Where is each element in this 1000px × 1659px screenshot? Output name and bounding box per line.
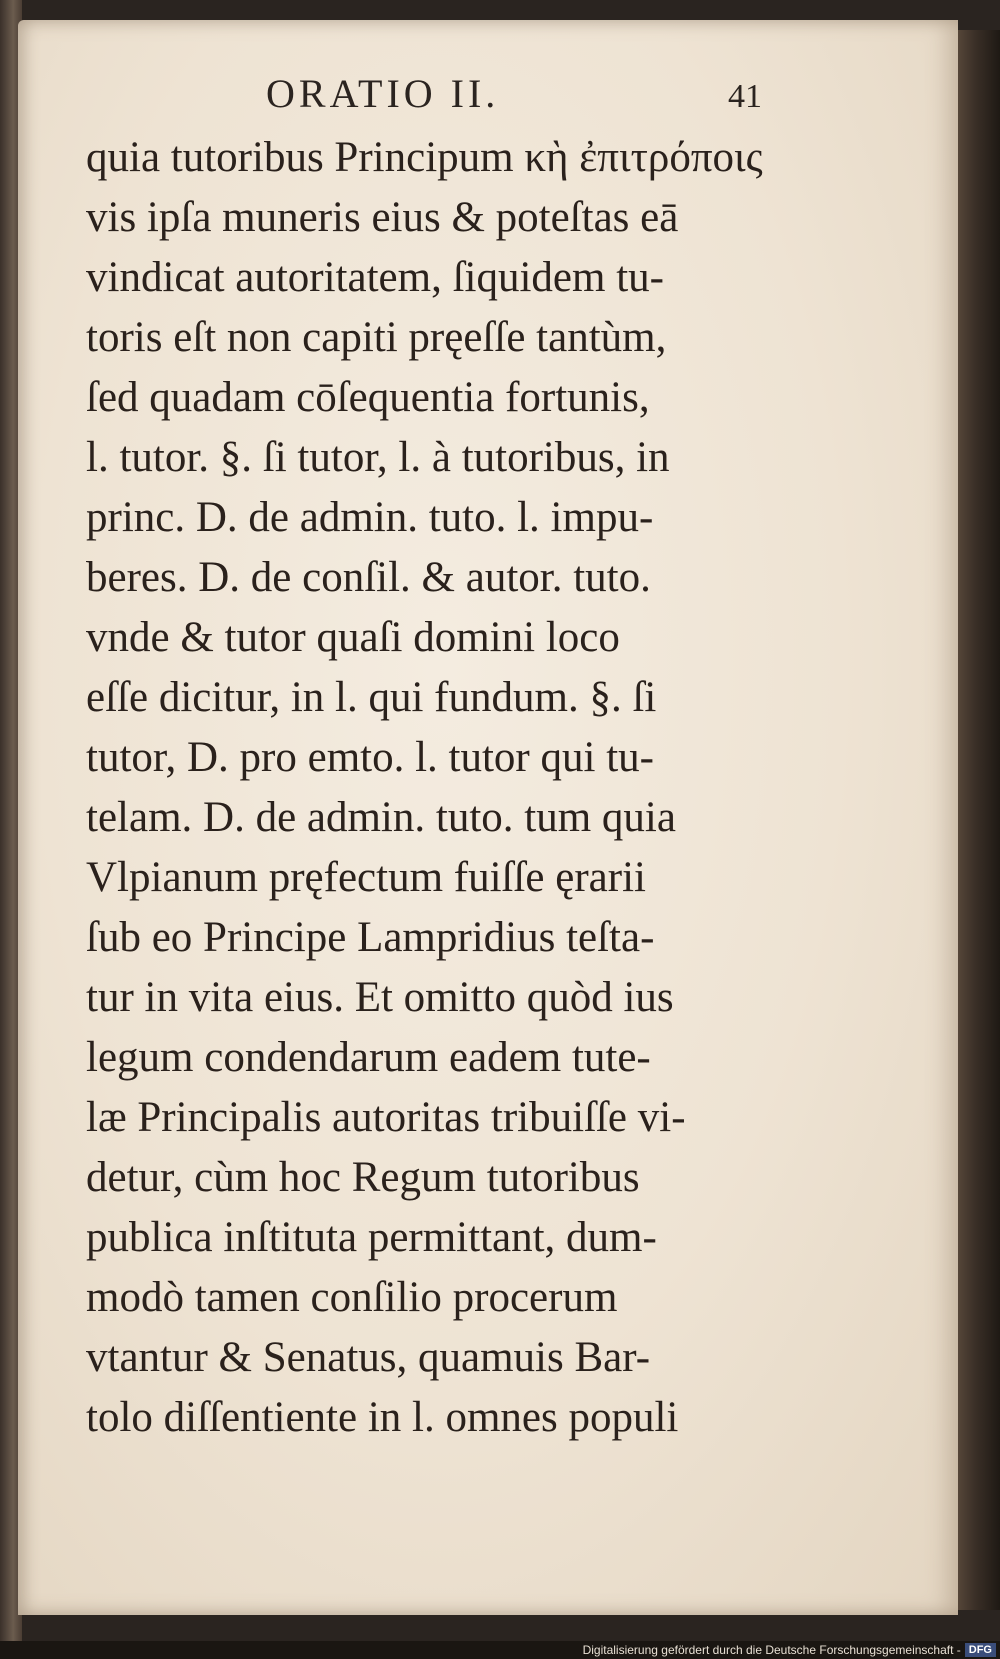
text-line: tolo diſſentiente in l. omnes populi (86, 1394, 679, 1441)
page-edge-right (955, 30, 1000, 1610)
text-line: quia tutoribus Principum κὴ ἐπιτρόποις (86, 134, 763, 181)
dfg-logo: DFG (965, 1643, 996, 1657)
book-page (18, 20, 958, 1615)
text-line: ſed quadam cōſequentia fortunis, (86, 374, 650, 421)
text-line: vis ipſa muneris eius & poteſtas eā (86, 194, 679, 241)
footer-bar (0, 1641, 1000, 1659)
text-line: princ. D. de admin. tuto. l. impu- (86, 494, 654, 541)
text-line: Vlpianum pręfectum fuiſſe ęrarii (86, 854, 646, 901)
text-line: læ Principalis autoritas tribuiſſe vi- (86, 1094, 686, 1141)
text-line: detur, cùm hoc Regum tutoribus (86, 1154, 640, 1201)
text-line: tutor, D. pro emto. l. tutor qui tu- (86, 734, 654, 781)
text-line: vtantur & Senatus, quamuis Bar- (86, 1334, 651, 1381)
text-line: tur in vita eius. Et omitto quòd ius (86, 974, 674, 1021)
text-line: beres. D. de conſil. & autor. tuto. (86, 554, 651, 601)
text-line: legum condendarum eadem tute- (86, 1034, 651, 1081)
text-block (86, 128, 796, 1448)
text-line: vnde & tutor quaſi domini loco (86, 614, 620, 661)
text-line: vindicat autoritatem, ſiquidem tu- (86, 254, 664, 301)
footer-credit: Digitalisierung gefördert durch die Deutsche Forschungsgemeinschaft - (582, 1643, 961, 1657)
running-head: ORATIO II. (266, 71, 500, 116)
text-line: publica inſtituta permittant, dum- (86, 1214, 657, 1261)
text-line: telam. D. de admin. tuto. tum quia (86, 794, 676, 841)
text-line: eſſe dicitur, in l. qui fundum. §. ſi (86, 674, 657, 721)
text-line: l. tutor. §. ſi tutor, l. à tutoribus, in (86, 434, 670, 481)
text-line: ſub eo Principe Lampridius teſta- (86, 914, 655, 961)
text-line: modò tamen conſilio procerum (86, 1274, 618, 1321)
text-line: toris eſt non capiti pręeſſe tantùm, (86, 314, 667, 361)
page-number: 41 (728, 78, 762, 115)
